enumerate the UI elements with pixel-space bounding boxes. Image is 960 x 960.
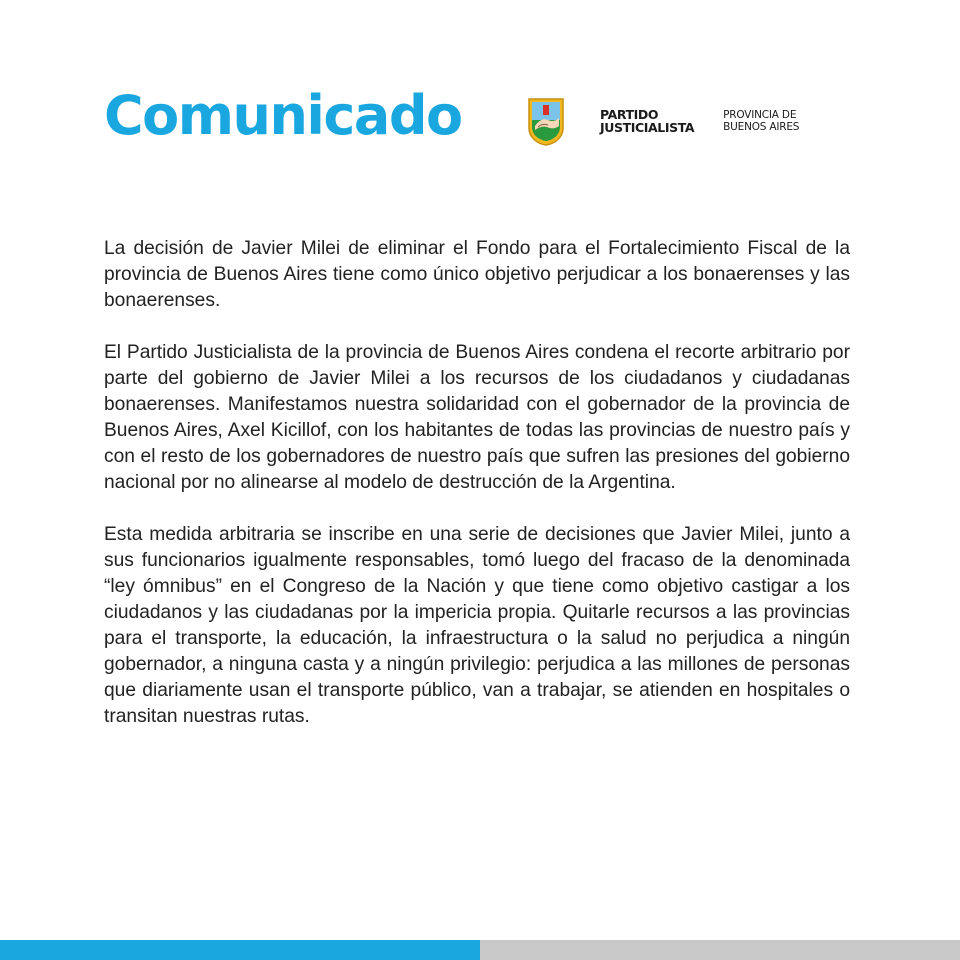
region-name [723,109,799,133]
party-name [600,108,694,134]
header-logos [527,96,799,146]
party-name-line1: PARTIDO [600,107,659,122]
statement-body [104,236,850,756]
party-name-line2: JUSTICIALISTA [600,120,695,135]
party-shield-icon [527,96,565,146]
page-title: Comunicado [104,84,462,147]
footer-bar-gray-segment [480,940,960,960]
region-name-line1: PROVINCIA DE [723,109,797,121]
footer-bar-blue-segment [0,940,480,960]
statement-paragraph-1: La decisión de Javier Milei de eliminar el Fondo para el Fortalecimiento Fiscal de la provincia de Buenos Aires tiene como único objetivo perjudicar a los bonaerenses y las bonaerenses. [104,238,850,311]
footer-color-bar [0,940,960,960]
statement-paragraph-3: Esta medida arbitraria se inscribe en una serie de decisiones que Javier Milei, junto a sus funcionarios igualmente responsables, tomó luego del fracaso de la denominada “ley ómnibus” en el Congreso de la Nación y que tiene como objetivo castigar a los ciudadanos y las ciudadanas por la impericia propia. Quitarle recursos a las provincias para el transporte, la educación, la infraestructura o la salud no perjudica a ningún gobernador, a ninguna casta y a ningún privilegio: perjudica a las millones de personas que diariamente usan el transporte público, van a trabajar, se atienden en hospitales o transitan nuestras rutas. [104,524,850,727]
statement-paragraph-2: El Partido Justicialista de la provincia de Buenos Aires condena el recorte arbitrario por parte del gobierno de Javier Milei a los recursos de los ciudadanos y ciudadanas bonaerenses. Manifestamos nuestra solidaridad con el gobernador de la provincia de Buenos Aires, Axel Kicillof, con los habitantes de todas las provincias de nuestro país y con el resto de los gobernadores de nuestro país que sufren las presiones del gobierno nacional por no alinearse al modelo de destrucción de la Argentina. [104,342,850,493]
region-name-line2: BUENOS AIRES [723,121,800,133]
